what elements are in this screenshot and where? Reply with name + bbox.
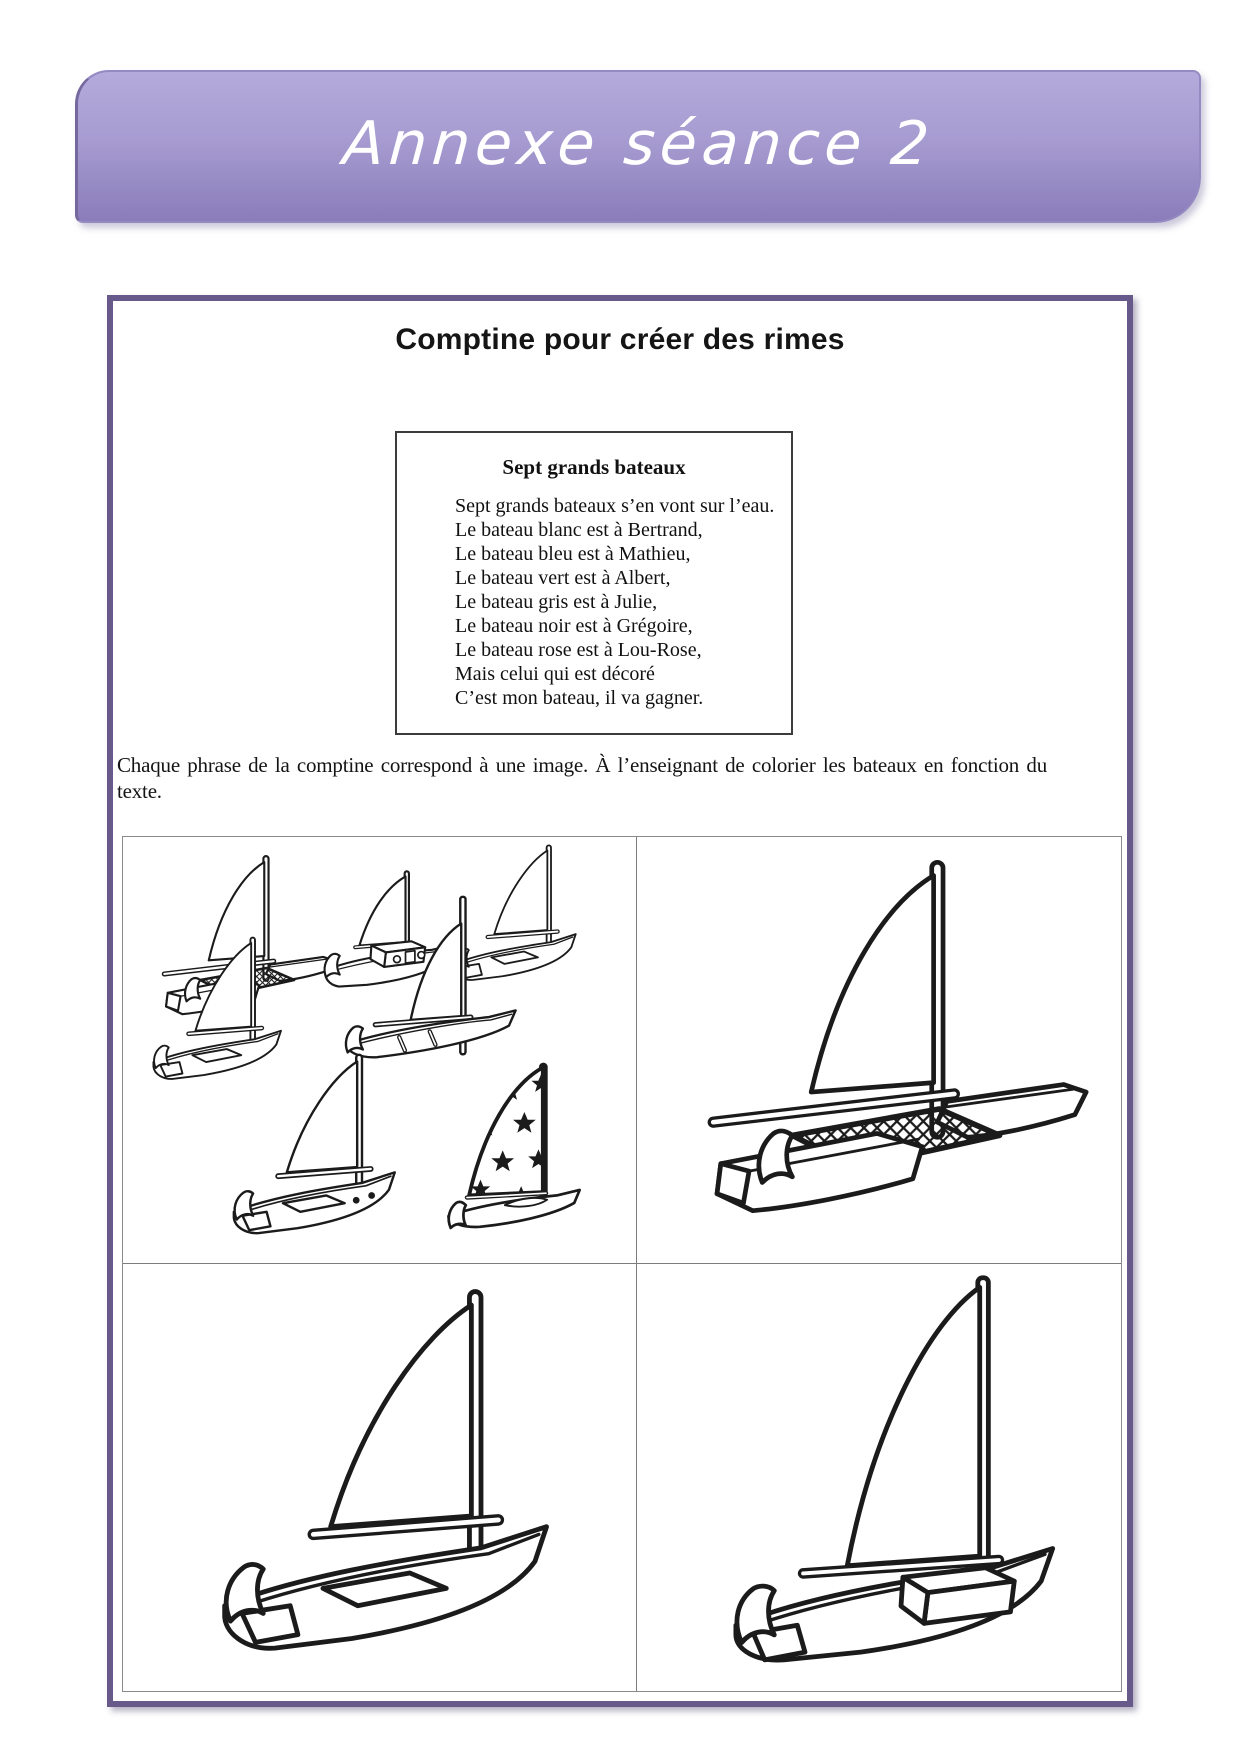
poem-lines xyxy=(397,494,791,710)
poem-line: Mais celui qui est décoré xyxy=(455,663,655,685)
poem-line: Le bateau bleu est à Mathieu, xyxy=(455,543,691,565)
worksheet-title: Comptine pour créer des rimes xyxy=(395,323,845,356)
poem-line: C’est mon bateau, il va gagner. xyxy=(455,687,704,709)
grid-cell-sailboat xyxy=(123,1264,637,1691)
poem-line: Le bateau gris est à Julie, xyxy=(455,591,658,613)
boat-catamaran-hatched-large xyxy=(653,851,1105,1264)
header-banner xyxy=(75,70,1201,223)
instruction-text: Chaque phrase de la comptine correspond à une image. À l’enseignant de colorier les bateaux en fonction du texte. xyxy=(117,753,1047,803)
poem-line: Sept grands bateaux s’en vont sur l’eau. xyxy=(455,495,775,517)
poem-box xyxy=(395,431,793,735)
poem-line: Le bateau noir est à Grégoire, xyxy=(455,615,693,637)
worksheet-box xyxy=(107,295,1133,1707)
poem-title: Sept grands bateaux xyxy=(502,455,686,479)
grid-cell-boat-set xyxy=(123,837,637,1264)
boat-grid xyxy=(122,836,1122,1692)
banner-title: Annexe séance 2 xyxy=(340,108,937,179)
poem-line: Le bateau blanc est à Bertrand, xyxy=(455,519,703,541)
grid-cell-sailboat-cabin xyxy=(637,1264,1121,1691)
poem-line: Le bateau rose est à Lou-Rose, xyxy=(455,639,702,661)
boat-sailboat-cabin-large xyxy=(661,1272,1093,1691)
boat-sailboat-cockpit-large xyxy=(163,1280,587,1691)
boat-sailboat-portholes-small xyxy=(203,1049,415,1256)
boat-star-sail-small xyxy=(429,1061,597,1245)
poem-line: Le bateau vert est à Albert, xyxy=(455,567,671,589)
grid-cell-catamaran xyxy=(637,837,1121,1264)
